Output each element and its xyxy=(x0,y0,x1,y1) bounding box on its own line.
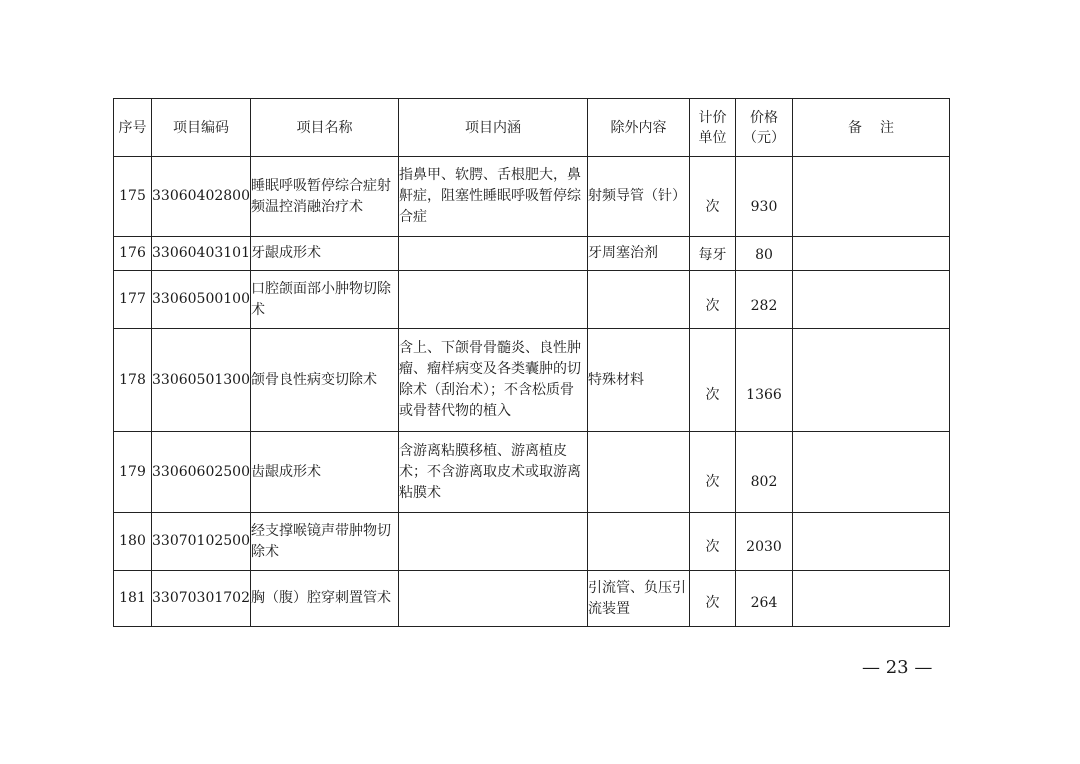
cell-excluded: 牙周塞治剂 xyxy=(588,237,690,271)
cell-unit: 次 xyxy=(690,432,736,513)
header-unit-line2: 单位 xyxy=(698,129,727,146)
cell-price: 2030 xyxy=(736,513,793,571)
cell-seq: 176 xyxy=(114,237,152,271)
cell-name: 牙龈成形术 xyxy=(251,237,399,271)
cell-remark xyxy=(793,513,950,571)
cell-code: 33060501300 xyxy=(152,329,251,432)
cell-unit: 次 xyxy=(690,513,736,571)
page-number: — 23 — xyxy=(862,657,933,678)
header-unit-line1: 计价 xyxy=(698,109,727,126)
cell-remark xyxy=(793,329,950,432)
header-price xyxy=(736,99,793,157)
cell-connotation xyxy=(399,271,588,329)
cell-unit: 次 xyxy=(690,271,736,329)
cell-name: 口腔颌面部小肿物切除术 xyxy=(251,271,399,329)
table-row xyxy=(114,271,950,329)
cell-price: 80 xyxy=(736,237,793,271)
cell-price: 930 xyxy=(736,157,793,237)
cell-code: 33070301702 xyxy=(152,571,251,627)
cell-code: 33060402800 xyxy=(152,157,251,237)
cell-seq: 179 xyxy=(114,432,152,513)
cell-name: 经支撑喉镜声带肿物切除术 xyxy=(251,513,399,571)
cell-seq: 180 xyxy=(114,513,152,571)
cell-price: 1366 xyxy=(736,329,793,432)
header-row xyxy=(114,99,950,157)
header-unit xyxy=(690,99,736,157)
cell-connotation xyxy=(399,513,588,571)
cell-name: 齿龈成形术 xyxy=(251,432,399,513)
cell-seq: 181 xyxy=(114,571,152,627)
cell-excluded xyxy=(588,271,690,329)
cell-remark xyxy=(793,237,950,271)
cell-name: 颌骨良性病变切除术 xyxy=(251,329,399,432)
cell-unit: 次 xyxy=(690,571,736,627)
table-row xyxy=(114,237,950,271)
cell-connotation xyxy=(399,237,588,271)
cell-seq: 175 xyxy=(114,157,152,237)
cell-code: 33060602500 xyxy=(152,432,251,513)
table-row xyxy=(114,157,950,237)
table-row xyxy=(114,329,950,432)
cell-connotation: 指鼻甲、软腭、舌根肥大，鼻鼾症，阻塞性睡眠呼吸暂停综合症 xyxy=(399,157,588,237)
cell-seq: 178 xyxy=(114,329,152,432)
table-row xyxy=(114,432,950,513)
header-connotation: 项目内涵 xyxy=(399,99,588,157)
cell-unit: 次 xyxy=(690,329,736,432)
cell-connotation: 含游离粘膜移植、游离植皮术；不含游离取皮术或取游离粘膜术 xyxy=(399,432,588,513)
header-excluded: 除外内容 xyxy=(588,99,690,157)
header-remark: 备注 xyxy=(793,99,950,157)
cell-excluded: 射频导管（针） xyxy=(588,157,690,237)
cell-price: 282 xyxy=(736,271,793,329)
cell-price: 802 xyxy=(736,432,793,513)
cell-excluded: 引流管、负压引流装置 xyxy=(588,571,690,627)
header-price-line1: 价格 xyxy=(750,109,778,126)
cell-name: 睡眠呼吸暂停综合症射频温控消融治疗术 xyxy=(251,157,399,237)
table-body xyxy=(114,157,950,627)
table-row xyxy=(114,513,950,571)
cell-unit: 每牙 xyxy=(690,237,736,271)
header-name: 项目名称 xyxy=(251,99,399,157)
cell-code: 33070102500 xyxy=(152,513,251,571)
cell-price: 264 xyxy=(736,571,793,627)
cell-connotation: 含上、下颌骨骨髓炎、良性肿瘤、瘤样病变及各类囊肿的切除术（刮治术）；不含松质骨或骨替代物的植入 xyxy=(399,329,588,432)
cell-excluded xyxy=(588,432,690,513)
cell-remark xyxy=(793,271,950,329)
cell-remark xyxy=(793,157,950,237)
cell-unit: 次 xyxy=(690,157,736,237)
cell-seq: 177 xyxy=(114,271,152,329)
cell-excluded xyxy=(588,513,690,571)
cell-code: 33060500100 xyxy=(152,271,251,329)
cell-excluded: 特殊材料 xyxy=(588,329,690,432)
cell-name: 胸（腹）腔穿刺置管术 xyxy=(251,571,399,627)
cell-remark xyxy=(793,571,950,627)
header-price-line2: （元） xyxy=(743,129,785,146)
header-seq: 序号 xyxy=(114,99,152,157)
header-code: 项目编码 xyxy=(152,99,251,157)
cell-code: 33060403101 xyxy=(152,237,251,271)
price-table xyxy=(113,98,950,627)
table-row xyxy=(114,571,950,627)
cell-connotation xyxy=(399,571,588,627)
cell-remark xyxy=(793,432,950,513)
